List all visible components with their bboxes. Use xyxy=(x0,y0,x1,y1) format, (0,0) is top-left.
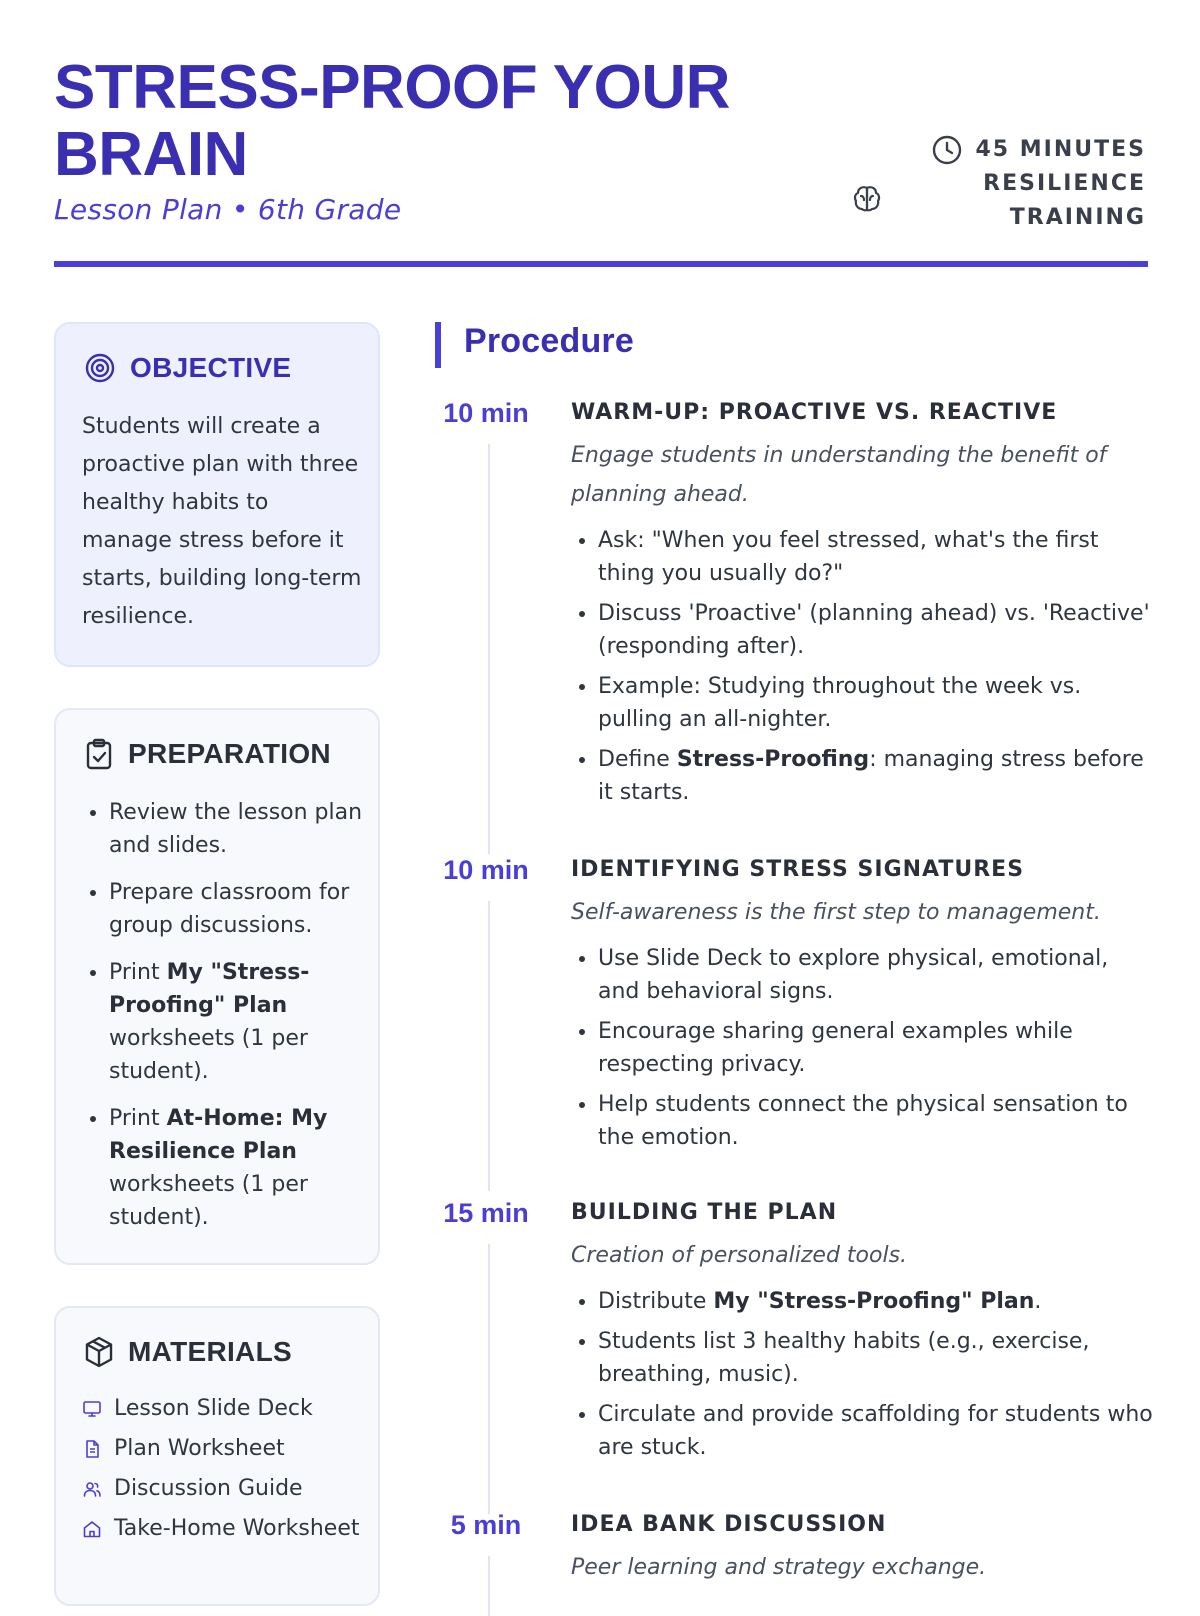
clipboard-check-icon xyxy=(84,738,114,770)
list-item xyxy=(109,796,385,862)
step-body xyxy=(571,398,1156,816)
step-bullets xyxy=(571,1285,1156,1464)
list-item xyxy=(598,1285,1156,1318)
timeline-line xyxy=(488,444,490,854)
material-item xyxy=(82,1432,362,1465)
list-item xyxy=(598,1088,1156,1154)
step-title: IDENTIFYING STRESS SIGNATURES xyxy=(571,857,1025,882)
timeline-line xyxy=(488,901,490,1191)
step-body xyxy=(571,1510,1156,1587)
list-item-prefix: Define xyxy=(598,747,677,772)
step-title: BUILDING THE PLAN xyxy=(571,1200,838,1225)
timeline-line xyxy=(488,1556,490,1616)
brain-icon xyxy=(851,183,883,215)
list-item-prefix: Print xyxy=(109,960,167,985)
list-item-suffix: . xyxy=(1034,1289,1042,1314)
preparation-title: PREPARATION xyxy=(128,738,331,769)
list-item-suffix: worksheets (1 per student). xyxy=(109,1172,308,1230)
worksheet-name: My "Stress-Proofing" Plan xyxy=(109,960,310,1018)
list-item xyxy=(598,524,1156,590)
list-item xyxy=(598,1325,1156,1391)
list-item-text: Students list 3 healthy habits (e.g., exercise, breathing, music). xyxy=(598,1329,1090,1387)
list-item xyxy=(109,876,385,942)
page-subtitle: Lesson Plan • 6th Grade xyxy=(54,193,402,226)
page-title-line-1: STRESS-PROOF YOUR xyxy=(54,53,730,122)
timeline-line xyxy=(488,1244,490,1514)
list-item xyxy=(598,597,1156,663)
material-item xyxy=(82,1472,362,1505)
objective-header xyxy=(84,352,291,384)
duration-label: 45 MINUTES xyxy=(975,137,1146,162)
clock-icon xyxy=(931,134,963,166)
list-item-text: Ask: "When you feel stressed, what's the first thing you usually do?" xyxy=(598,528,1099,586)
worksheet-name: My "Stress-Proofing" Plan xyxy=(713,1289,1035,1314)
list-item xyxy=(598,942,1156,1008)
topic-label-line-2: TRAINING xyxy=(1009,205,1146,230)
duration-row xyxy=(931,133,1146,167)
materials-title: MATERIALS xyxy=(128,1336,292,1367)
preparation-header xyxy=(84,738,331,770)
list-item xyxy=(598,1398,1156,1464)
step-subtitle: Creation of personalized tools. xyxy=(571,1243,908,1268)
document-icon xyxy=(82,1439,102,1459)
material-item xyxy=(82,1512,362,1545)
step-time: 5 min xyxy=(450,1510,522,1540)
users-icon xyxy=(82,1479,102,1499)
material-label: Plan Worksheet xyxy=(114,1436,285,1461)
procedure-title: Procedure xyxy=(464,322,634,360)
target-icon xyxy=(84,352,116,384)
list-item-text: Example: Studying throughout the week vs. pulling an all-nighter. xyxy=(598,674,1082,732)
list-item-suffix: worksheets (1 per student). xyxy=(109,1026,308,1084)
material-label: Discussion Guide xyxy=(114,1476,303,1501)
step-bullets xyxy=(571,942,1156,1154)
page-title-line-2: BRAIN xyxy=(54,120,248,189)
objective-title: OBJECTIVE xyxy=(130,352,292,383)
list-item-text: Help students connect the physical sensation to the emotion. xyxy=(598,1092,1128,1150)
step-title: WARM-UP: PROACTIVE VS. REACTIVE xyxy=(571,400,1058,425)
box-icon xyxy=(84,1336,114,1368)
step-subtitle: Self-awareness is the first step to management. xyxy=(571,900,1101,925)
list-item-suffix: : managing stress before it starts. xyxy=(598,747,1144,805)
key-term: Stress-Proofing xyxy=(676,747,870,772)
step-body xyxy=(571,855,1156,1161)
list-item-text: Use Slide Deck to explore physical, emotional, and behavioral signs. xyxy=(598,946,1109,1004)
materials-header xyxy=(84,1336,292,1368)
monitor-icon xyxy=(82,1399,102,1419)
step-title: IDEA BANK DISCUSSION xyxy=(571,1512,887,1537)
material-label: Take-Home Worksheet xyxy=(114,1516,360,1541)
list-item xyxy=(598,670,1156,736)
step-time: 10 min xyxy=(443,855,529,885)
list-item xyxy=(109,1102,385,1234)
list-item-text: Circulate and provide scaffolding for students who are stuck. xyxy=(598,1402,1153,1460)
step-time: 15 min xyxy=(443,1198,529,1228)
step-bullets xyxy=(571,524,1156,809)
preparation-card xyxy=(54,708,380,1265)
list-item-text: Review the lesson plan and slides. xyxy=(109,800,363,858)
topic-label-line-1: RESILIENCE xyxy=(983,171,1146,196)
list-item-prefix: Print xyxy=(109,1106,167,1131)
materials-card xyxy=(54,1306,380,1606)
list-item-text: Encourage sharing general examples while respecting privacy. xyxy=(598,1019,1073,1077)
list-item-prefix: Distribute xyxy=(598,1289,714,1314)
preparation-list xyxy=(82,796,385,1248)
page-title xyxy=(54,54,774,188)
step-time: 10 min xyxy=(443,398,529,428)
lesson-meta xyxy=(931,133,1146,235)
list-item xyxy=(598,1015,1156,1081)
objective-text: Students will create a proactive plan with three healthy habits to manage stress before it starts, building long-term resilience. xyxy=(82,414,362,629)
header-divider xyxy=(54,261,1148,267)
material-label: Lesson Slide Deck xyxy=(114,1396,313,1421)
step-subtitle: Engage students in understanding the benefit of planning ahead. xyxy=(571,443,1107,507)
procedure-accent-bar xyxy=(435,322,441,368)
list-item-text: Prepare classroom for group discussions. xyxy=(109,880,350,938)
list-item xyxy=(109,956,385,1088)
list-item-text: Discuss 'Proactive' (planning ahead) vs. 'Reactive' (responding after). xyxy=(598,601,1150,659)
step-subtitle: Peer learning and strategy exchange. xyxy=(571,1555,987,1580)
worksheet-name: At-Home: My Resilience Plan xyxy=(109,1106,328,1164)
objective-card xyxy=(54,322,380,667)
material-item xyxy=(82,1392,362,1425)
list-item xyxy=(598,743,1156,809)
materials-list xyxy=(82,1392,362,1552)
home-icon xyxy=(82,1519,102,1539)
step-body xyxy=(571,1198,1156,1471)
